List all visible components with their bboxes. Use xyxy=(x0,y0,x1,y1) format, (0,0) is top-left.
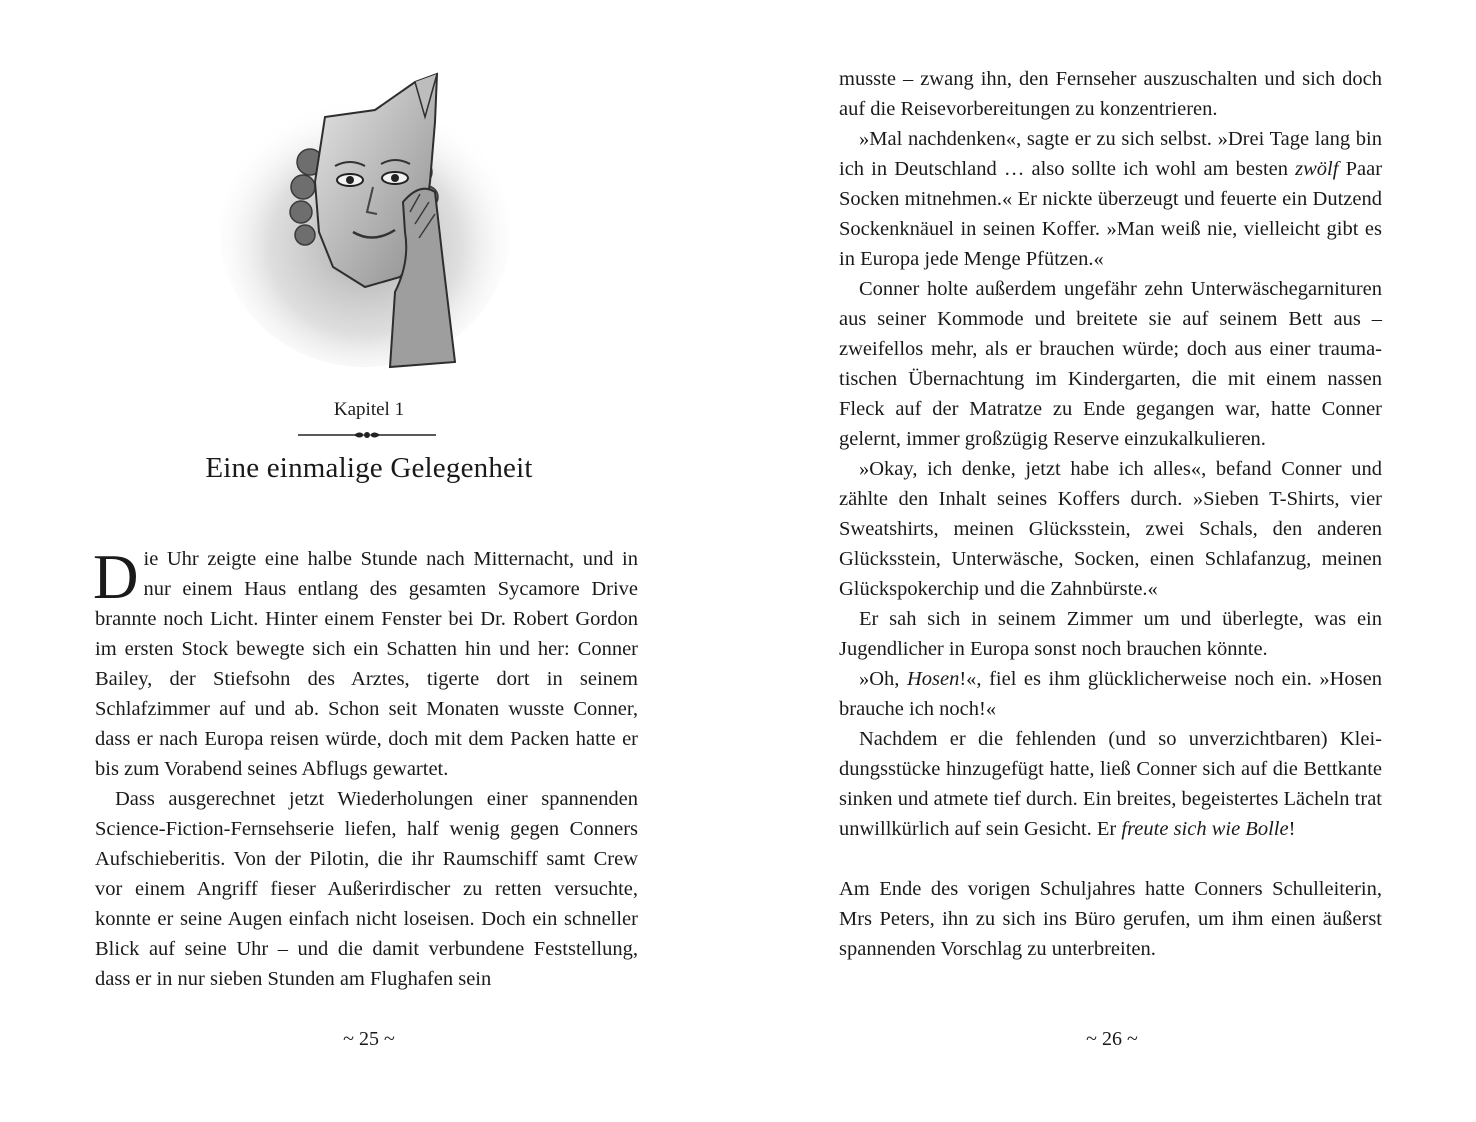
chapter-label: Kapitel 1 xyxy=(333,399,405,420)
text-run: !«, fiel es ihm glücklicherweise noch ein. »Hosen brauche ich noch!« xyxy=(839,668,1383,720)
drop-cap: D xyxy=(93,542,139,612)
paragraph-pants xyxy=(839,664,1382,724)
folio-ornament: ~ xyxy=(1086,1028,1097,1050)
paragraph-socks xyxy=(839,124,1382,274)
page-number-right xyxy=(743,1025,1476,1053)
left-body-text xyxy=(95,544,638,994)
folio-ornament: ~ xyxy=(384,1028,395,1050)
page-number: 26 xyxy=(1102,1028,1122,1050)
emphasis: zwölf xyxy=(1295,158,1339,180)
page-number: 25 xyxy=(359,1028,379,1050)
paragraph-suitcase: »Okay, ich denke, jetzt habe ich alles«, befand Conner und zählte den Inhalt seines Koffers durch. »Sieben T-Shirts, vier Sweatshirts, meinen Glücksstein, zwei Schals, den anderen Glücksstein, Unterwäsche, Socken, einen Schlafanzug, meinen Glückspokerchip und die Zahnbürste.« xyxy=(839,458,1382,600)
paragraph-1-text: ie Uhr zeigte eine halbe Stunde nach Mitternacht, und in nur einem Haus entlang des gesamten Sycamore Drive brannte noch Licht. Hinter einem Fenster bei Dr. Robert Gordon im ersten Stock bewegte sich ein Schatten hin und her: Conner Bailey, der Stiefsohn des Arztes, tigerte dort in seinem Schlafzimmer auf und ab. Schon seit Monaten wusste Conner, dass er nach Europa reisen würde, doch mit dem Packen hatte er bis zum Vorabend seines Abflugs gewartet. xyxy=(95,548,638,780)
paragraph-opening xyxy=(95,544,638,784)
folio-ornament: ~ xyxy=(343,1028,354,1050)
paragraph-underwear: Conner holte außerdem ungefähr zehn Unterwäschegarnituren aus seiner Kommode und breitete sie auf seinem Bett aus – zweifellos mehr, als er brauchen würde; doch aus einer traumatischen Übernachtung im Kindergarten, die mit einem nassen Fleck auf der Matratze zu Ende gegangen war, hatte Conner gelernt, immer großzügig Reserve einzukalkulieren. xyxy=(839,278,1382,450)
text-run: ! xyxy=(1288,818,1296,840)
chapter-ornament-divider xyxy=(296,428,438,442)
text-run: Nachdem er die fehlenden (und so unverzichtbaren) Kleidungsstücke hinzugefügt hatte, ließ Conner sich auf die Bettkante sinken und atmete tief durch. Ein breites, begeistertes Lächeln trat unwillkürlich auf sein Gesicht. Er xyxy=(839,728,1382,840)
paragraph-new-section: Am Ende des vorigen Schuljahres hatte Conners Schulleiterin, Mrs Peters, ihn zu sich ins Büro gerufen, um ihm einen äußerst spannenden Vorschlag zu unterbreiten. xyxy=(839,878,1382,960)
chapter-title: Eine einmalige Gelegenheit xyxy=(205,452,533,484)
text-run: Paar Socken mitnehmen.« Er nickte überzeugt und feuerte ein Dutzend Sockenknäuel in seinen Koffer. »Man weiß nie, vielleicht gibt es in Europa jede Menge Pfützen.« xyxy=(839,158,1383,270)
paragraph-smile xyxy=(839,724,1382,844)
text-run: »Mal nachdenken«, sagte er zu sich selbst. »Drei Tage lang bin ich in Deutschland … also sollte ich wohl am besten xyxy=(839,128,1382,180)
paragraph-2: Dass ausgerechnet jetzt Wiederholungen einer spannenden Science-Fiction-Fernsehserie liefen, half wenig gegen Conners Aufschieberitis. Von der Pilotin, die ihr Raumschiff samt Crew vor einem Angriff fieser Außerirdischer zu retten versuchte, konnte er seine Augen einfach nicht loseisen. Doch ein schneller Blick auf seine Uhr – und die damit verbundene Feststellung, dass er in nur sieben Stunden am Flughafen sein xyxy=(95,788,638,990)
emphasis: freute sich wie Bolle xyxy=(1121,818,1289,840)
text-run: »Oh, xyxy=(859,668,900,690)
folio-ornament: ~ xyxy=(1127,1028,1138,1050)
chapter-illustration xyxy=(215,62,515,382)
paragraph-continued: musste – zwang ihn, den Fernseher auszuschalten und sich doch auf die Reisevorbereitungen zu konzentrieren. xyxy=(839,68,1382,120)
paragraph-look-around: Er sah sich in seinem Zimmer um und überlegte, was ein Jugendlicher in Europa sonst noch brauchen könnte. xyxy=(839,608,1382,660)
right-page xyxy=(738,0,1476,1122)
page-number-left xyxy=(0,1025,738,1053)
right-body-text xyxy=(839,64,1382,964)
emphasis: Hosen xyxy=(906,668,960,690)
